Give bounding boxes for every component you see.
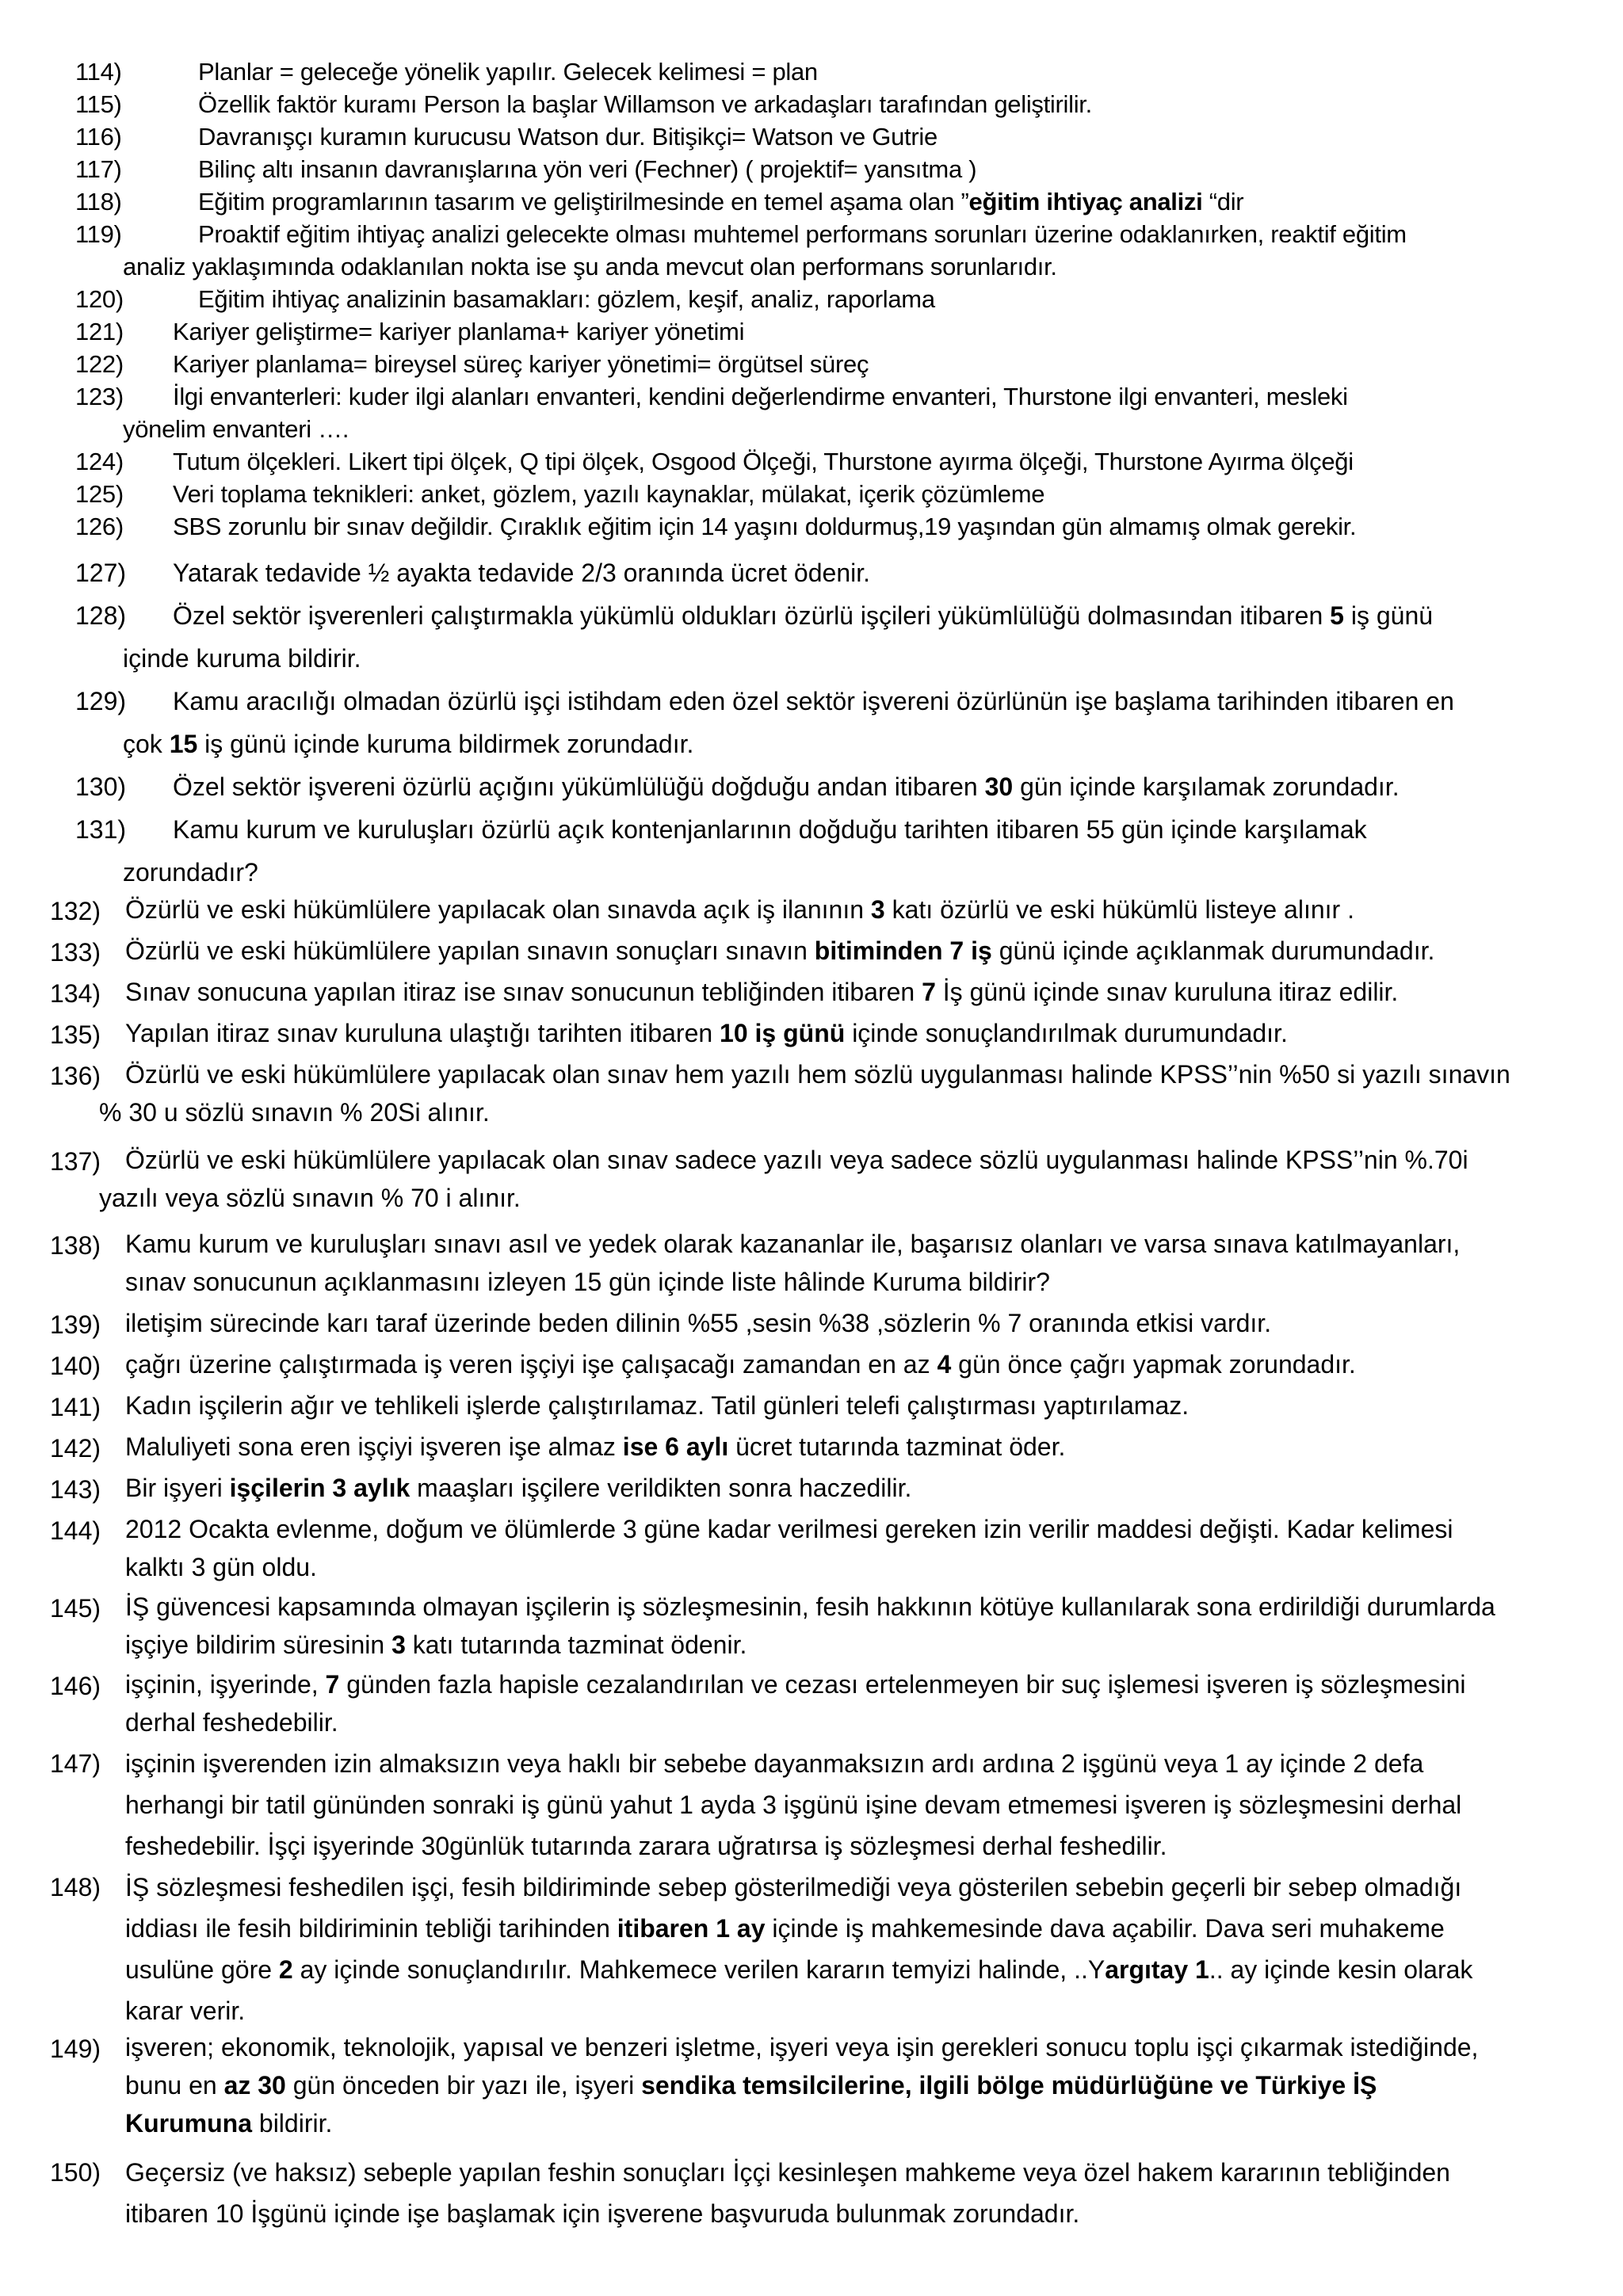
body-text: Planlar = geleceğe yönelik yapılır. Gelecek kelimesi = plan <box>198 58 818 86</box>
item-number: 116) <box>75 123 122 151</box>
body-text: bildirir. <box>252 2109 333 2138</box>
item-number: 147) <box>50 1749 101 1778</box>
emphasis-text: Kurumuna <box>125 2109 252 2138</box>
body-text: gün içinde karşılamak zorundadır. <box>1013 772 1400 801</box>
body-text: iletişim sürecinde karı taraf üzerinde beden dilinin %55 ,sesin %38 ,sözlerin % 7 oranında etkisi vardır. <box>125 1309 1272 1337</box>
item-text-line <box>125 1626 747 1664</box>
emphasis-text: ise 6 aylı <box>622 1432 729 1461</box>
item-text-line <box>173 348 869 380</box>
body-text: sınav sonucunun açıklanmasını izleyen 15 gün içinde liste hâlinde Kuruma bildirir? <box>125 1268 1050 1296</box>
item-text-line <box>125 1548 317 1586</box>
item-text-line <box>125 1743 1423 1784</box>
body-text: Sınav sonucuna yapılan itiraz ise sınav sonucunun tebliğinden itibaren <box>125 978 922 1006</box>
item-text-line <box>125 1588 1495 1626</box>
emphasis-text: 15 <box>169 730 198 758</box>
item-number: 150) <box>50 2158 101 2187</box>
item-text-line <box>198 120 938 153</box>
body-text: işveren; ekonomik, teknolojik, yapısal ve benzeri işletme, işyeri veya işin gerekleri sonucu toplu işçi çıkarmak istediğinde, <box>125 2033 1479 2061</box>
body-text: gün önce çağrı yapmak zorundadır. <box>951 1350 1356 1379</box>
body-text: Kariyer geliştirme= kariyer planlama+ kariyer yönetimi <box>173 318 745 345</box>
item-number: 125) <box>75 480 124 508</box>
body-text: Bilinç altı insanın davranışlarına yön veri (Fechner) ( projektif= yansıtma ) <box>198 155 977 183</box>
body-text: bunu en <box>125 2071 224 2100</box>
item-text-line <box>125 1908 1445 1949</box>
body-text: Özürlü ve eski hükümlülere yapılacak olan sınav sadece yazılı veya sadece sözlü uygulanması halinde KPSS’’nin %.70i <box>125 1146 1468 1174</box>
item-text-line <box>198 218 1407 250</box>
item-text-line <box>125 1510 1453 1548</box>
item-number: 120) <box>75 285 124 313</box>
body-text: karar verir. <box>125 1997 246 2025</box>
item-number: 143) <box>50 1475 101 1504</box>
item-number: 146) <box>50 1672 101 1700</box>
item-text-line <box>173 380 1348 413</box>
item-text-line <box>173 478 1044 510</box>
body-text: Geçersiz (ve haksız) sebeple yapılan feshin sonuçları İççi kesinleşen mahkeme veya özel hakem kararının tebliğinden <box>125 2158 1450 2187</box>
item-text-line <box>123 637 361 680</box>
body-text: Özürlü ve eski hükümlülere yapılacak olan sınav hem yazılı hem sözlü uygulanması halinde KPSS’’nin %50 si yazılı sınavın <box>125 1060 1510 1089</box>
item-text-line <box>125 2028 1478 2066</box>
item-text-line <box>125 2152 1450 2193</box>
item-number: 127) <box>75 559 127 587</box>
item-number: 122) <box>75 350 124 378</box>
emphasis-text: 10 iş günü <box>720 1019 846 1047</box>
item-number: 140) <box>50 1352 101 1380</box>
item-text-line <box>125 1386 1189 1425</box>
item-number: 121) <box>75 318 124 345</box>
emphasis-text: 4 <box>937 1350 952 1379</box>
item-text-line <box>125 2066 1377 2104</box>
item-text-line <box>125 1949 1472 1990</box>
body-text: .. ay içinde kesin olarak <box>1209 1955 1473 1984</box>
body-text: katı özürlü ve eski hükümlü listeye alınır . <box>884 895 1354 924</box>
emphasis-text: 30 <box>984 772 1014 801</box>
item-number: 137) <box>50 1147 101 1176</box>
body-text: Maluliyeti sona eren işçiyi işveren işe almaz <box>125 1432 623 1461</box>
item-number: 148) <box>50 1873 101 1901</box>
body-text: analiz yaklaşımında odaklanılan nokta ise şu anda mevcut olan performans sorunlarıdır. <box>123 253 1057 280</box>
item-text-line <box>125 1990 245 2031</box>
item-number: 128) <box>75 601 127 630</box>
body-text: usulüne göre <box>125 1955 279 1984</box>
body-text: günü içinde açıklanmak durumundadır. <box>991 936 1435 965</box>
body-text: gün önceden bir yazı ile, işyeri <box>285 2071 642 2100</box>
item-number: 115) <box>75 90 122 118</box>
body-text: Kariyer planlama= bireysel süreç kariyer yönetimi= örgütsel süreç <box>173 350 869 378</box>
item-text-line <box>125 1014 1288 1052</box>
emphasis-text: 5 <box>1330 601 1344 630</box>
body-text: İŞ sözleşmesi feshedilen işçi, fesih bildiriminde sebep gösterilmediği veya gösterilen sebebin geçerli bir sebep olmadığı <box>125 1873 1462 1901</box>
item-text-line <box>125 1055 1510 1093</box>
emphasis-text: az 30 <box>223 2071 286 2100</box>
body-text: maaşları işçilere verildikten sonra haczedilir. <box>410 1474 912 1502</box>
emphasis-text: 2 <box>278 1955 293 1984</box>
item-text-line <box>173 315 744 348</box>
item-number: 130) <box>75 772 127 801</box>
body-text: katı tutarında tazminat ödenir. <box>405 1630 747 1659</box>
item-text-line <box>125 1825 1167 1867</box>
body-text: zorundadır? <box>123 858 258 887</box>
item-number: 142) <box>50 1434 101 1463</box>
body-text: SBS zorunlu bir sınav değildir. Çıraklık eğitim için 14 yaşını doldurmuş,19 yaşından gün almamış olmak gerekir. <box>173 513 1357 540</box>
body-text: Kadın işçilerin ağır ve tehlikeli işlerde çalıştırılamaz. Tatil günleri telefi çalıştırması yaptırılamaz. <box>125 1391 1190 1420</box>
item-text-line <box>198 55 818 88</box>
body-text: kalktı 3 gün oldu. <box>125 1553 317 1581</box>
body-text: 2012 Ocakta evlenme, doğum ve ölümlerde 3 güne kadar verilmesi gereken izin verilir maddesi değişti. Kadar kelimesi <box>125 1515 1453 1543</box>
body-text: ay içinde sonuçlandırılır. Mahkemece verilen kararın temyizi halinde, ..Y <box>292 1955 1106 1984</box>
body-text: işçiye bildirim süresinin <box>125 1630 392 1659</box>
item-text-line <box>125 1345 1356 1383</box>
item-number: 124) <box>75 448 124 475</box>
item-text-line <box>125 973 1398 1011</box>
body-text: Kamu kurum ve kuruluşları özürlü açık kontenjanlarının doğduğu tarihten itibaren 55 gün içinde karşılamak <box>173 815 1367 844</box>
item-number: 114) <box>75 58 122 86</box>
item-text-line <box>173 551 870 594</box>
item-text-line <box>198 153 976 185</box>
body-text: içinde kuruma bildirir. <box>123 644 361 673</box>
body-text: ücret tutarında tazminat öder. <box>728 1432 1066 1461</box>
item-text-line <box>125 1304 1271 1342</box>
body-text: günden fazla hapisle cezalandırılan ve cezası ertelenmeyen bir suç işlemesi işveren iş sözleşmesini <box>339 1670 1466 1699</box>
item-text-line <box>123 250 1057 283</box>
body-text: iş günü içinde kuruma bildirmek zorundadır. <box>197 730 694 758</box>
body-text: Proaktif eğitim ihtiyaç analizi gelecekte olması muhtemel performans sorunları üzerine odaklanırken, reaktif eğitim <box>198 220 1407 248</box>
body-text: içinde sonuçlandırılmak durumundadır. <box>845 1019 1288 1047</box>
body-text: işçinin, işyerinde, <box>125 1670 326 1699</box>
emphasis-text: itibaren 1 ay <box>617 1914 766 1943</box>
item-number: 135) <box>50 1020 101 1049</box>
emphasis-text: argıtay 1 <box>1105 1955 1209 1984</box>
item-number: 138) <box>50 1231 101 1260</box>
item-number: 126) <box>75 513 124 540</box>
body-text: Eğitim ihtiyaç analizinin basamakları: gözlem, keşif, analiz, raporlama <box>198 285 935 313</box>
body-text: İlgi envanterleri: kuder ilgi alanları envanteri, kendini değerlendirme envanteri, Thurstone ilgi envanteri, mesleki <box>173 383 1348 410</box>
body-text: yazılı veya sözlü sınavın % 70 i alınır. <box>99 1184 521 1212</box>
item-text-line <box>198 185 1243 218</box>
body-text: İş günü içinde sınav kuruluna itiraz edilir. <box>935 978 1399 1006</box>
item-number: 134) <box>50 979 101 1008</box>
body-text: itibaren 10 İşgünü içinde işe başlamak için işverene başvuruda bulunmak zorundadır. <box>125 2199 1080 2228</box>
item-text-line <box>125 1141 1468 1179</box>
item-number: 117) <box>75 155 122 183</box>
item-text-line <box>173 445 1354 478</box>
item-number: 139) <box>50 1310 101 1339</box>
body-text: iş günü <box>1343 601 1434 630</box>
body-text: feshedebilir. İşçi işyerinde 30günlük tutarında zarara uğratırsa iş sözleşmesi derhal feshedilir. <box>125 1832 1167 1860</box>
emphasis-text: 3 <box>870 895 885 924</box>
body-text: Özürlü ve eski hükümlülere yapılan sınavın sonuçları sınavın <box>125 936 815 965</box>
item-text-line <box>125 1784 1461 1825</box>
item-text-line <box>123 723 693 765</box>
item-text-line <box>125 1469 911 1507</box>
emphasis-text: bitiminden 7 iş <box>814 936 992 965</box>
emphasis-text: 7 <box>325 1670 340 1699</box>
body-text: herhangi bir tatil gününden sonraki iş günü yahut 1 ayda 3 işgünü işine devam etmemesi işveren iş sözleşmesini derhal <box>125 1791 1462 1819</box>
body-text: Kamu kurum ve kuruluşları sınavı asıl ve yedek olarak kazananlar ile, başarısız olanları ve varsa sınava katılmayanları, <box>125 1230 1461 1258</box>
item-number: 131) <box>75 815 127 844</box>
body-text: Özel sektör işverenleri çalıştırmakla yükümlü oldukları özürlü işçileri yükümlülüğü dolmasından itibaren <box>173 601 1331 630</box>
item-text-line <box>125 1867 1461 1908</box>
item-text-line <box>173 680 1454 723</box>
item-number: 132) <box>50 897 101 925</box>
item-number: 145) <box>50 1594 101 1623</box>
body-text: çok <box>123 730 170 758</box>
item-number: 129) <box>75 687 127 715</box>
item-text-line <box>198 283 935 315</box>
item-text-line <box>99 1093 490 1131</box>
body-text: Bir işyeri <box>125 1474 230 1502</box>
item-text-line <box>125 1703 338 1741</box>
body-text: Kamu aracılığı olmadan özürlü işçi istihdam eden özel sektör işvereni özürlünün işe başlama tarihinden itibaren en <box>173 687 1454 715</box>
item-number: 119) <box>75 220 122 248</box>
emphasis-text: 3 <box>391 1630 406 1659</box>
body-text: derhal feshedebilir. <box>125 1708 338 1737</box>
item-text-line <box>173 765 1400 808</box>
item-number: 118) <box>75 188 122 215</box>
body-text: yönelim envanteri …. <box>123 415 349 443</box>
body-text: Eğitim programlarının tasarım ve geliştirilmesinde en temel aşama olan ” <box>198 188 969 215</box>
body-text: % 30 u sözlü sınavın % 20Si alınır. <box>99 1098 490 1127</box>
item-text-line <box>198 88 1092 120</box>
body-text: Yatarak tedavide ½ ayakta tedavide 2/3 oranında ücret ödenir. <box>173 559 870 587</box>
body-text: Özel sektör işvereni özürlü açığını yükümlülüğü doğduğu andan itibaren <box>173 772 985 801</box>
item-text-line <box>125 1428 1065 1466</box>
body-text: “dir <box>1202 188 1244 215</box>
item-text-line <box>173 510 1356 543</box>
item-text-line <box>99 1179 521 1217</box>
item-number: 149) <box>50 2035 101 2063</box>
body-text: Özürlü ve eski hükümlülere yapılacak olan sınavda açık iş ilanının <box>125 895 871 924</box>
emphasis-text: işçilerin 3 aylık <box>229 1474 411 1502</box>
body-text: Davranışçı kuramın kurucusu Watson dur. Bitişikçi= Watson ve Gutrie <box>198 123 938 151</box>
body-text: işçinin işverenden izin almaksızın veya haklı bir sebebe dayanmaksızın ardı ardına 2 işgünü veya 1 ay içinde 2 defa <box>125 1749 1424 1778</box>
emphasis-text: 7 <box>922 978 936 1006</box>
item-number: 144) <box>50 1516 101 1545</box>
body-text: çağrı üzerine çalıştırmada iş veren işçiyi işe çalışacağı zamandan en az <box>125 1350 938 1379</box>
emphasis-text: sendika temsilcilerine, ilgili bölge müdürlüğüne ve Türkiye İŞ <box>641 2071 1377 2100</box>
item-text-line <box>125 1225 1460 1263</box>
emphasis-text: eğitim ihtiyaç analizi <box>968 188 1203 215</box>
item-text-line <box>125 2104 332 2142</box>
body-text: İŞ güvencesi kapsamında olmayan işçilerin iş sözleşmesinin, fesih hakkının kötüye kullanılarak sona erdirildiği durumlarda <box>125 1592 1495 1621</box>
body-text: Veri toplama teknikleri: anket, gözlem, yazılı kaynaklar, mülakat, içerik çözümleme <box>173 480 1045 508</box>
body-text: iddiası ile fesih bildiriminin tebliği tarihinden <box>125 1914 617 1943</box>
body-text: Özellik faktör kuramı Person la başlar Willamson ve arkadaşları tarafından geliştirilir. <box>198 90 1092 118</box>
body-text: Yapılan itiraz sınav kuruluna ulaştığı tarihten itibaren <box>125 1019 720 1047</box>
item-number: 141) <box>50 1393 101 1421</box>
item-text-line <box>173 594 1433 637</box>
item-text-line <box>125 1263 1050 1301</box>
item-text-line <box>123 413 349 445</box>
item-text-line <box>125 2193 1079 2234</box>
item-text-line <box>123 851 258 894</box>
body-text: Tutum ölçekleri. Likert tipi ölçek, Q tipi ölçek, Osgood Ölçeği, Thurstone ayırma ölçeği, Thurstone Ayırma ölçeği <box>173 448 1354 475</box>
item-text-line <box>125 1665 1465 1703</box>
item-number: 136) <box>50 1062 101 1090</box>
item-text-line <box>173 808 1367 851</box>
item-text-line <box>125 891 1354 929</box>
item-number: 123) <box>75 383 124 410</box>
body-text: içinde iş mahkemesinde dava açabilir. Dava seri muhakeme <box>765 1914 1445 1943</box>
item-number: 133) <box>50 938 101 967</box>
item-text-line <box>125 932 1434 970</box>
